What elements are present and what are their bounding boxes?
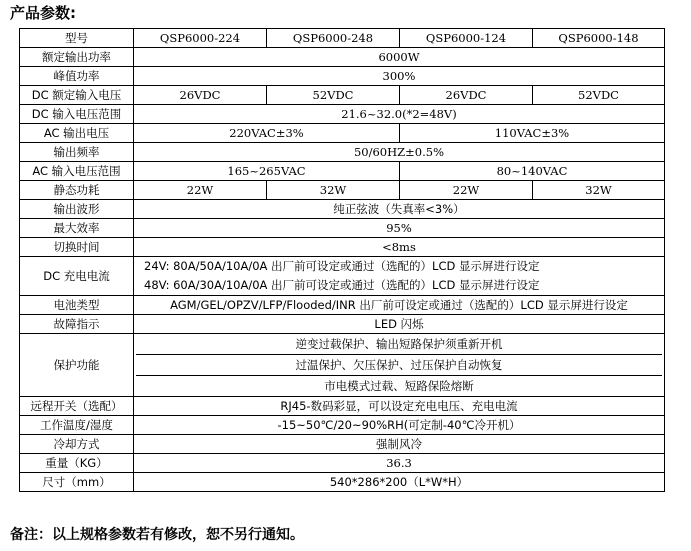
peak-power-value: 300% [134,67,665,86]
weight-value: 36.3 [134,454,665,473]
table-row-header [20,29,665,48]
table-row-output-frequency [20,143,665,162]
switch-time-value: <8ms [134,238,665,257]
output-frequency-label: 输出频率 [20,143,134,162]
model-1: QSP6000-224 [134,29,267,48]
waveform-label: 输出波形 [20,200,134,219]
dc-voltage-range-label: DC 输入电压范围 [20,105,134,124]
fault-indication-value: LED 闪烁 [134,315,665,334]
table-row-dimensions [20,473,665,492]
table-row-weight [20,454,665,473]
remote-switch-value: RJ45-数码彩显，可以设定充电电压、充电电流 [134,397,665,416]
header-label: 型号 [20,29,134,48]
dc-rated-voltage-2: 52VDC [267,86,400,105]
protection-label: 保护功能 [20,334,134,397]
section-title: 产品参数: [10,4,76,22]
idle-power-1: 22W [134,181,267,200]
table-row-rated-power [20,48,665,67]
table-row-temp-humidity [20,416,665,435]
ac-input-range-220: 165~265VAC [134,162,400,181]
table-row-waveform [20,200,665,219]
table-row-dc-charge-current [20,257,665,296]
peak-power-label: 峰值功率 [20,67,134,86]
dc-charge-current-label: DC 充电电流 [20,257,134,296]
dimensions-label: 尺寸（mm） [20,473,134,492]
remote-switch-label: 远程开关（选配） [20,397,134,416]
idle-power-label: 静态功耗 [20,181,134,200]
rated-power-value: 6000W [134,48,665,67]
ac-output-voltage-110: 110VAC±3% [400,124,665,143]
dc-voltage-range-value: 21.6~32.0(*2=48V) [134,105,665,124]
ac-input-range-110: 80~140VAC [400,162,665,181]
table-row-dc-rated-voltage [20,86,665,105]
model-3: QSP6000-124 [400,29,533,48]
switch-time-label: 切换时间 [20,238,134,257]
dc-charge-current-24v: 24V: 80A/50A/10A/0A 出厂前可设定或通过（选配的）LCD 显示屏进行设定 [144,259,540,273]
ac-output-voltage-label: AC 输出电压 [20,124,134,143]
table-row-battery-type [20,296,665,315]
rated-power-label: 额定输出功率 [20,48,134,67]
dc-rated-voltage-3: 26VDC [400,86,533,105]
waveform-value: 纯正弦波（失真率<3%） [134,200,665,219]
idle-power-4: 32W [533,181,665,200]
output-frequency-value: 50/60HZ±0.5% [134,143,665,162]
temp-humidity-label: 工作温度/湿度 [20,416,134,435]
protection-line-2: 过温保护、欠压保护、过压保护自动恢复 [136,354,662,375]
battery-type-value: AGM/GEL/OPZV/LFP/Flooded/INR 出厂前可设定或通过（选配的）LCD 显示屏进行设定 [134,296,665,315]
protection-line-3: 市电模式过载、短路保险熔断 [136,375,662,396]
table-row-ac-output-voltage [20,124,665,143]
table-row-idle-power [20,181,665,200]
dc-charge-current-48v: 48V: 60A/30A/10A/0A 出厂前可设定或通过（选配的）LCD 显示屏进行设定 [144,278,540,292]
max-efficiency-label: 最大效率 [20,219,134,238]
fault-indication-label: 故障指示 [20,315,134,334]
table-row-max-efficiency [20,219,665,238]
dc-charge-current-values [134,257,665,296]
footnote: 备注：以上规格参数若有修改，恕不另行通知。 [10,527,304,543]
model-2: QSP6000-248 [267,29,400,48]
table-row-dc-voltage-range [20,105,665,124]
table-row-remote-switch [20,397,665,416]
spec-table [19,28,665,492]
max-efficiency-value: 95% [134,219,665,238]
protection-values [134,334,665,397]
idle-power-3: 22W [400,181,533,200]
table-row-fault-indication [20,315,665,334]
dc-rated-voltage-1: 26VDC [134,86,267,105]
battery-type-label: 电池类型 [20,296,134,315]
table-row-switch-time [20,238,665,257]
table-row-peak-power [20,67,665,86]
temp-humidity-value: -15~50℃/20~90%RH(可定制-40℃冷开机） [134,416,665,435]
idle-power-2: 32W [267,181,400,200]
cooling-label: 冷却方式 [20,435,134,454]
dc-rated-voltage-label: DC 额定输入电压 [20,86,134,105]
dc-rated-voltage-4: 52VDC [533,86,665,105]
dimensions-value: 540*286*200（L*W*H） [134,473,665,492]
table-row-ac-input-range [20,162,665,181]
table-row-cooling [20,435,665,454]
protection-line-1: 逆变过载保护、输出短路保护须重新开机 [295,337,503,351]
ac-input-range-label: AC 输入电压范围 [20,162,134,181]
weight-label: 重量（KG） [20,454,134,473]
model-4: QSP6000-148 [533,29,665,48]
ac-output-voltage-220: 220VAC±3% [134,124,400,143]
table-row-protection [20,334,665,397]
cooling-value: 强制风冷 [134,435,665,454]
